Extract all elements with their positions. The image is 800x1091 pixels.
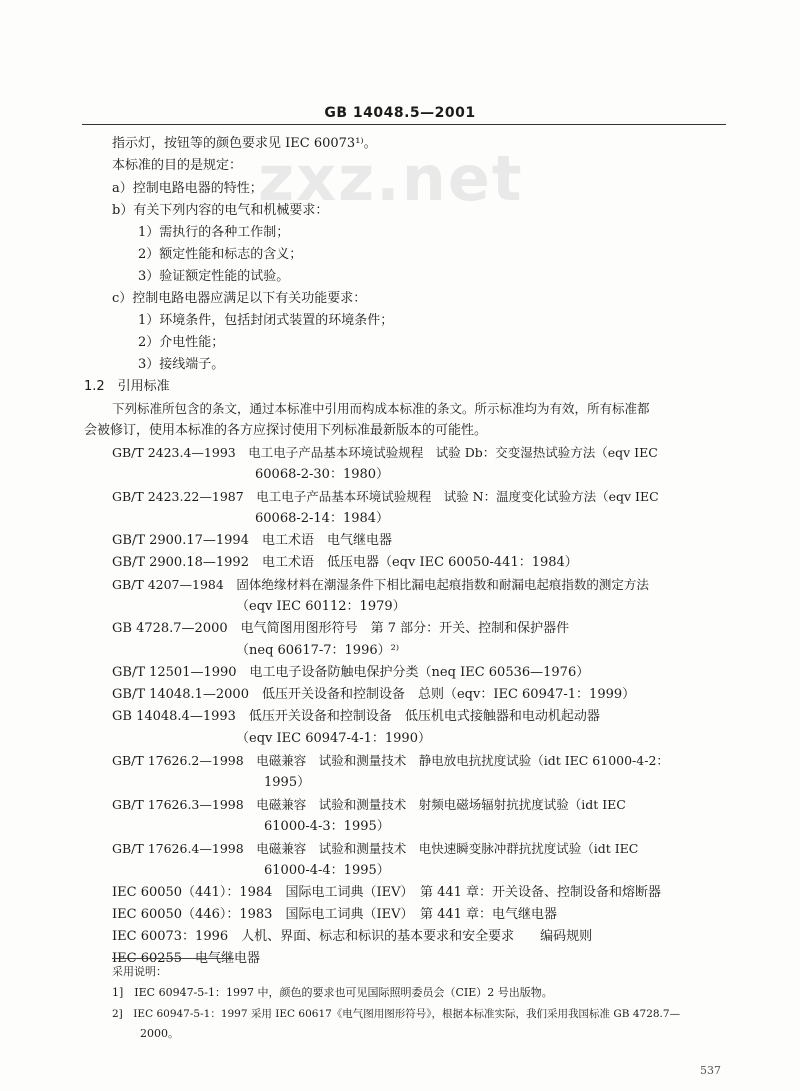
header-divider — [82, 124, 726, 125]
text-line: 本标准的目的是规定： — [112, 158, 243, 173]
list-item: 1）需执行的各种工作制； — [138, 225, 290, 240]
page-number: 537 — [700, 1064, 721, 1077]
reference-line: 61000-4-3：1995） — [264, 819, 390, 834]
reference-line: IEC 60050（446）：1983 国际电工词典（IEV） 第 441 章：电气继电器 — [112, 907, 558, 922]
footnote-item: 2] IEC 60947-5-1：1997 采用 IEC 60617《电气图用图形符号》，根据本标准实际，我们采用我国标准 GB 4728.7— — [112, 1008, 681, 1020]
footnote-item: 1] IEC 60947-5-1：1997 中，颜色的要求也可见国际照明委员会（CIE）2 号出版物。 — [112, 986, 553, 999]
section-heading: 1.2 引用标准 — [84, 379, 170, 394]
reference-line: 60068-2-14：1984） — [255, 511, 390, 526]
list-item: a）控制电路电器的特性； — [112, 181, 263, 196]
reference-line: GB/T 12501—1990 电工电子设备防触电保护分类（neq IEC 60536—1976） — [112, 665, 590, 680]
list-item: 3）接线端子。 — [138, 357, 225, 372]
footnote-heading: 采用说明： — [112, 965, 167, 978]
reference-line: IEC 60050（441）：1984 国际电工词典（IEV） 第 441 章：开关设备、控制设备和熔断器 — [112, 885, 662, 900]
list-item: 3）验证额定性能的试验。 — [138, 269, 290, 284]
list-item: 1）环境条件，包括封闭式装置的环境条件； — [138, 313, 394, 328]
footnote-item: 2000。 — [140, 1027, 179, 1040]
reference-line: IEC 60073：1996 人机、界面、标志和标识的基本要求和安全要求 编码规则 — [112, 929, 593, 944]
reference-line: GB 4728.7—2000 电气简图用图形符号 第 7 部分：开关、控制和保护器件 — [112, 621, 570, 636]
reference-line: （eqv IEC 60947-4-1：1990） — [236, 731, 431, 746]
reference-line: IEC 60255 电气继电器 — [112, 951, 261, 966]
reference-line: GB/T 2423.4—1993 电工电子产品基本环境试验规程 试验 Db：交变湿热试验方法（eqv IEC — [112, 445, 658, 460]
reference-line: （neq 60617-7：1996）²⁾ — [236, 643, 400, 658]
list-item: b）有关下列内容的电气和机械要求： — [112, 203, 329, 218]
list-item: 2）介电性能； — [138, 335, 225, 350]
reference-line: GB/T 17626.2—1998 电磁兼容 试验和测量技术 静电放电抗扰度试验（idt IEC 61000-4-2： — [112, 753, 669, 768]
reference-line: 61000-4-4：1995） — [264, 863, 390, 878]
footnote-divider — [112, 958, 234, 959]
paragraph-line: 会被修订，使用本标准的各方应探讨使用下列标准最新版本的可能性。 — [84, 423, 488, 438]
text-line: 指示灯，按钮等的颜色要求见 IEC 60073¹⁾。 — [112, 136, 377, 151]
paragraph-line: 下列标准所包含的条文，通过本标准中引用而构成本标准的条文。所示标准均为有效，所有标准都 — [112, 401, 650, 416]
page-header-title: GB 14048.5—2001 — [324, 105, 476, 121]
reference-line: GB/T 2423.22—1987 电工电子产品基本环境试验规程 试验 N：温度变化试验方法（eqv IEC — [112, 489, 659, 504]
reference-line: GB/T 17626.4—1998 电磁兼容 试验和测量技术 电快速瞬变脉冲群抗扰度试验（idt IEC — [112, 841, 639, 856]
reference-line: （eqv IEC 60112：1979） — [236, 599, 406, 614]
reference-line: GB 14048.4—1993 低压开关设备和控制设备 低压机电式接触器和电动机起动器 — [112, 709, 600, 724]
reference-line: GB/T 17626.3—1998 电磁兼容 试验和测量技术 射频电磁场辐射抗扰度试验（idt IEC — [112, 797, 626, 812]
reference-line: 1995） — [264, 775, 311, 790]
reference-line: GB/T 4207—1984 固体绝缘材料在潮湿条件下相比漏电起痕指数和耐漏电起痕指数的测定方法 — [112, 577, 649, 592]
reference-line: GB/T 14048.1—2000 低压开关设备和控制设备 总则（eqv：IEC 60947-1：1999） — [112, 687, 636, 702]
reference-line: GB/T 2900.17—1994 电工术语 电气继电器 — [112, 533, 392, 548]
list-item: 2）额定性能和标志的含义； — [138, 247, 303, 262]
reference-line: 60068-2-30：1980） — [255, 467, 390, 482]
reference-line: GB/T 2900.18—1992 电工术语 低压电器（eqv IEC 60050-441：1984） — [112, 555, 578, 570]
list-item: c）控制电路电器应满足以下有关功能要求： — [112, 291, 367, 306]
watermark: zxz.net — [258, 142, 524, 215]
